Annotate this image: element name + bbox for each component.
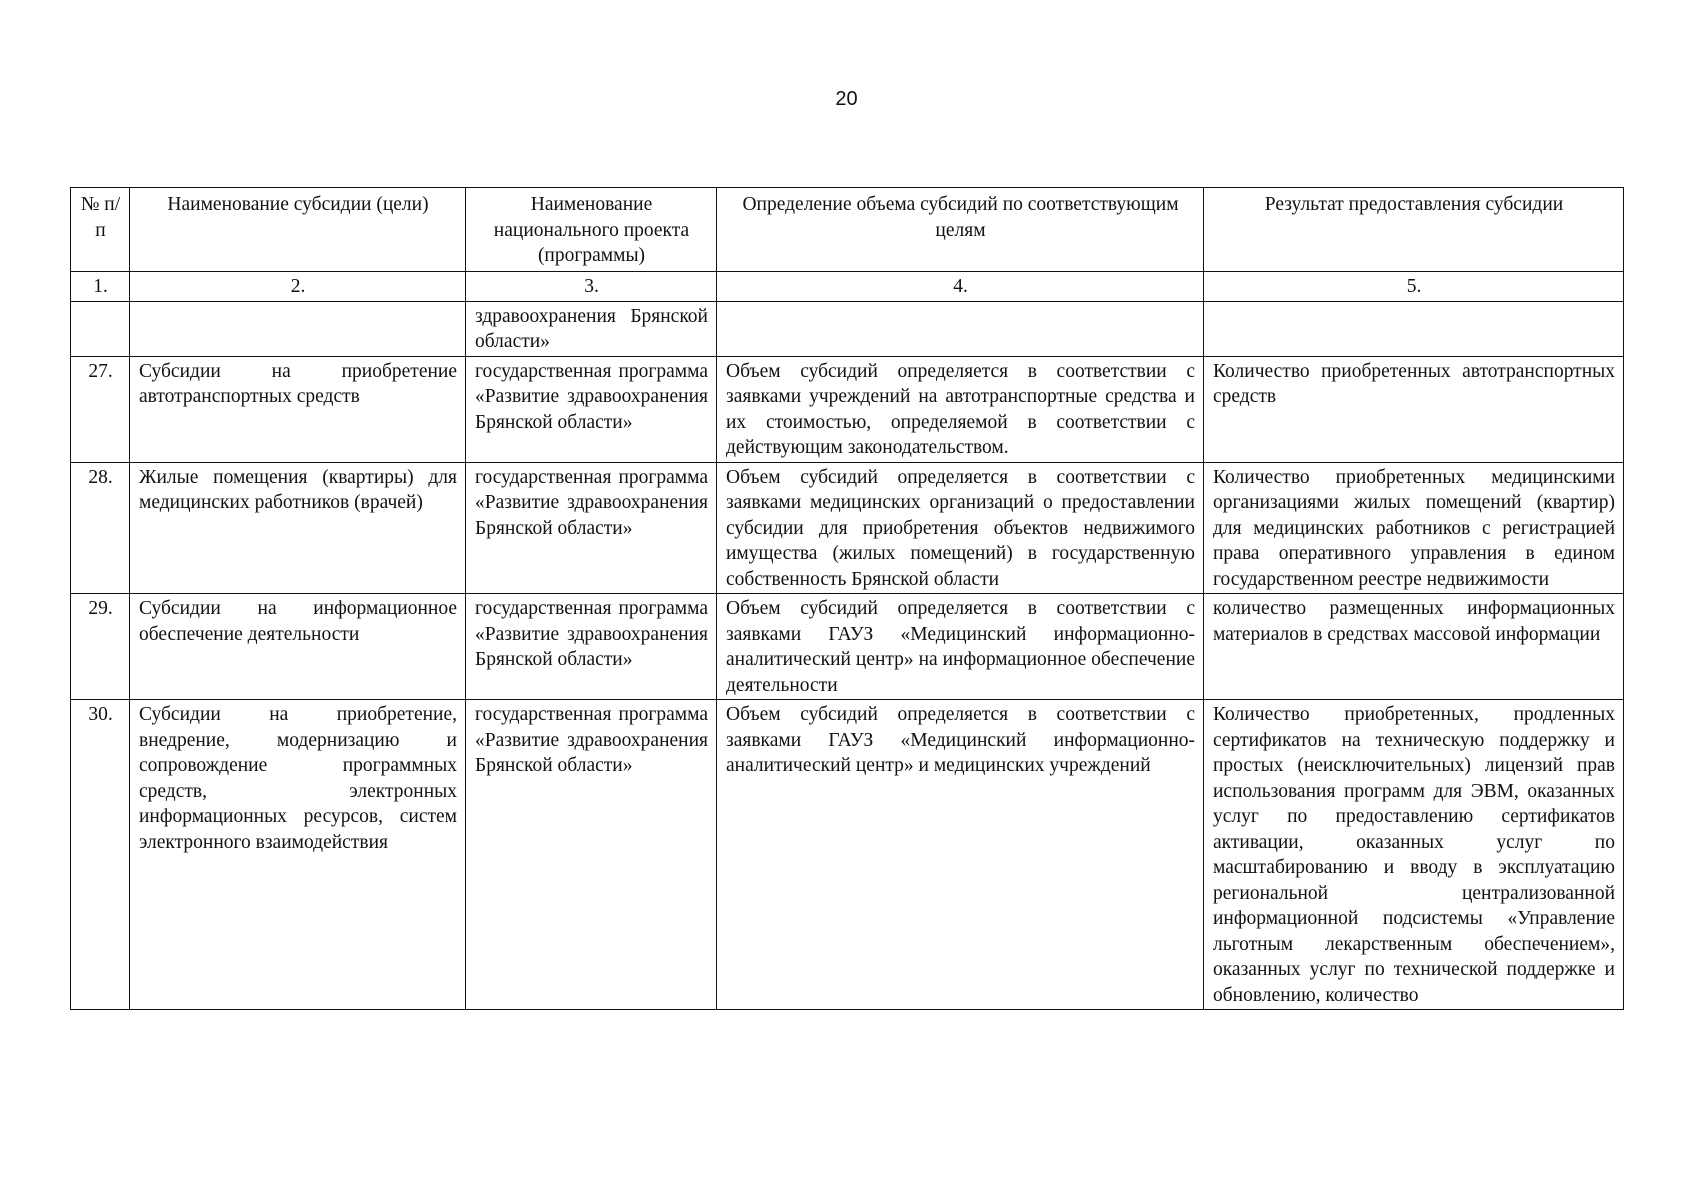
program-name: государственная программа «Развитие здравоохранения Брянской области» xyxy=(466,462,717,594)
table-row xyxy=(71,356,1624,462)
program-name: государственная программа «Развитие здравоохранения Брянской области» xyxy=(466,700,717,1010)
page-number: 20 xyxy=(835,88,858,110)
row-number: 28. xyxy=(71,462,130,594)
volume-definition xyxy=(717,301,1204,356)
volume-definition: Объем субсидий определяется в соответствии с заявками ГАУЗ «Медицинский информационно-аналитический центр» и медицинских учреждений xyxy=(717,700,1204,1010)
table-row xyxy=(71,700,1624,1010)
column-number: 3. xyxy=(466,272,717,302)
program-name: государственная программа «Развитие здравоохранения Брянской области» xyxy=(466,594,717,700)
table-row xyxy=(71,594,1624,700)
volume-definition: Объем субсидий определяется в соответствии с заявками медицинских организаций о предоставлении субсидии для приобретения объектов недвижимого имущества (жилых помещений) в государственную собственность Брянской области xyxy=(717,462,1204,594)
column-number-row xyxy=(71,272,1624,302)
column-number: 5. xyxy=(1204,272,1624,302)
row-number: 27. xyxy=(71,356,130,462)
column-number: 2. xyxy=(130,272,466,302)
program-name: здравоохранения Брянской области» xyxy=(466,301,717,356)
header-volume-definition: Определение объема субсидий по соответствующим целям xyxy=(717,188,1204,272)
row-number xyxy=(71,301,130,356)
subsidy-result: Количество приобретенных медицинскими организациями жилых помещений (квартир) для медицинских работников с регистрацией права оперативного управления в едином государственном реестре недвижимости xyxy=(1204,462,1624,594)
subsidy-result: Количество приобретенных, продленных сертификатов на техническую поддержку и простых (неисключительных) лицензий прав использования программ для ЭВМ, оказанных услуг по предоставлению сертификатов активации, оказанных услуг по масштабированию и вводу в эксплуатацию региональной централизованной информационной подсистемы «Управление льготным лекарственным обеспечением», оказанных услуг по технической поддержке и обновлению, количество xyxy=(1204,700,1624,1010)
subsidy-result xyxy=(1204,301,1624,356)
table-row xyxy=(71,301,1624,356)
header-result: Результат предоставления субсидии xyxy=(1204,188,1624,272)
volume-definition: Объем субсидий определяется в соответствии с заявками ГАУЗ «Медицинский информационно-аналитический центр» на информационное обеспечение деятельности xyxy=(717,594,1204,700)
column-number: 1. xyxy=(71,272,130,302)
subsidy-name: Жилые помещения (квартиры) для медицинских работников (врачей) xyxy=(130,462,466,594)
row-number: 29. xyxy=(71,594,130,700)
subsidy-name: Субсидии на информационное обеспечение деятельности xyxy=(130,594,466,700)
header-row xyxy=(71,188,1624,272)
program-name: государственная программа «Развитие здравоохранения Брянской области» xyxy=(466,356,717,462)
subsidy-name: Субсидии на приобретение автотранспортных средств xyxy=(130,356,466,462)
row-number: 30. xyxy=(71,700,130,1010)
subsidy-result: Количество приобретенных автотранспортных средств xyxy=(1204,356,1624,462)
header-subsidy-name: Наименование субсидии (цели) xyxy=(130,188,466,272)
subsidy-result: количество размещенных информационных материалов в средствах массовой информации xyxy=(1204,594,1624,700)
subsidy-table xyxy=(70,187,1624,1010)
header-program-name: Наименование национального проекта (программы) xyxy=(466,188,717,272)
table-row xyxy=(71,462,1624,594)
header-number: № п/п xyxy=(71,188,130,272)
subsidy-name: Субсидии на приобретение, внедрение, модернизацию и сопровождение программных средств, электронных информационных ресурсов, систем электронного взаимодействия xyxy=(130,700,466,1010)
subsidy-name xyxy=(130,301,466,356)
volume-definition: Объем субсидий определяется в соответствии с заявками учреждений на автотранспортные средства и их стоимостью, определяемой в соответствии с действующим законодательством. xyxy=(717,356,1204,462)
column-number: 4. xyxy=(717,272,1204,302)
